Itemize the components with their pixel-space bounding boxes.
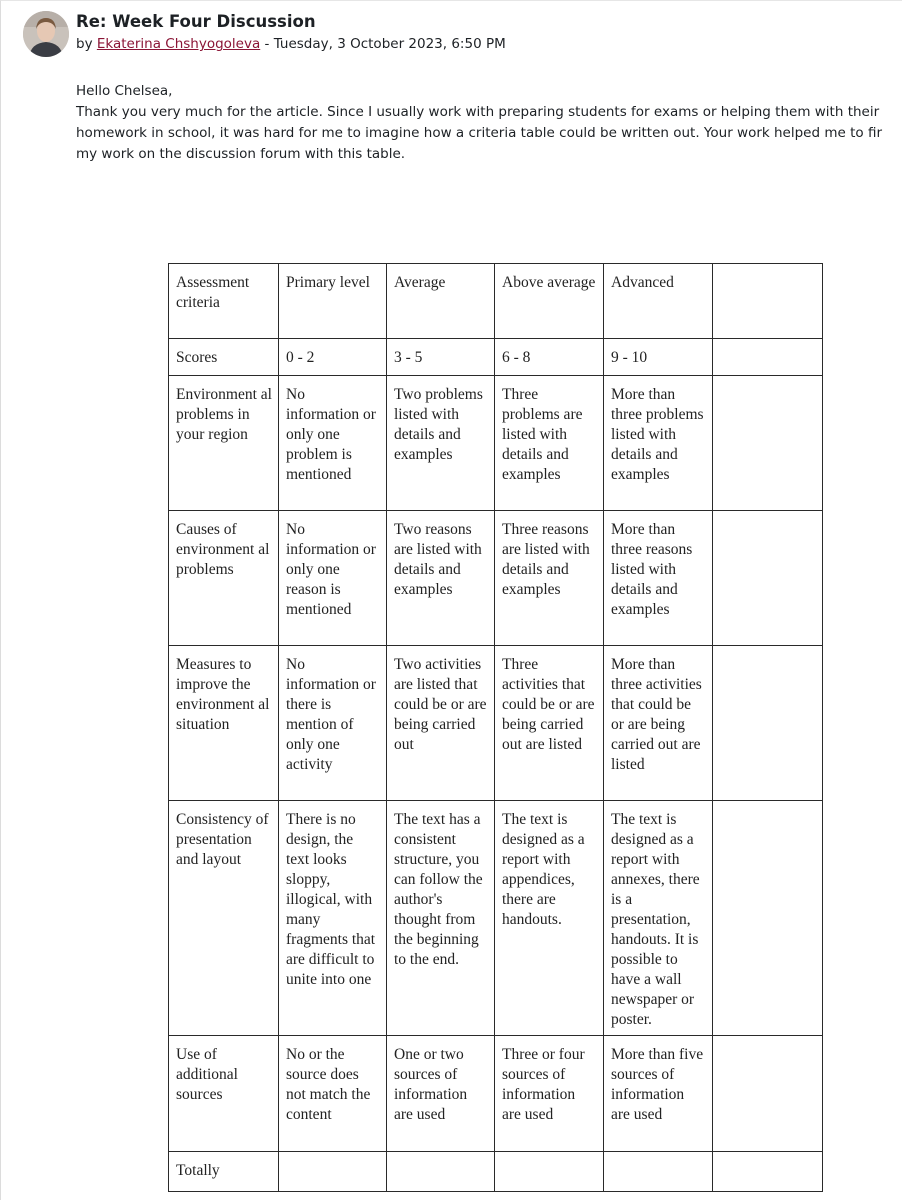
table-cell: Measures to improve the environment al situation	[169, 646, 279, 801]
table-cell: No information or only one problem is mentioned	[279, 376, 387, 511]
table-row	[169, 801, 823, 1036]
table-cell: 3 - 5	[387, 339, 495, 376]
table-cell: Totally	[169, 1152, 279, 1192]
table-cell: Causes of environment al problems	[169, 511, 279, 646]
table-cell	[279, 1152, 387, 1192]
table-header-cell	[713, 264, 823, 339]
avatar[interactable]	[23, 11, 69, 57]
table-cell: There is no design, the text looks sloppy, illogical, with many fragments that are difficult to unite into one	[279, 801, 387, 1036]
table-cell: More than three reasons listed with details and examples	[604, 511, 713, 646]
table-header-cell: Advanced	[604, 264, 713, 339]
table-cell: Two problems listed with details and examples	[387, 376, 495, 511]
table-cell: Three problems are listed with details and examples	[495, 376, 604, 511]
table-cell	[713, 1036, 823, 1152]
table-cell: Two activities are listed that could be or are being carried out	[387, 646, 495, 801]
table-cell: More than five sources of information are used	[604, 1036, 713, 1152]
table-header-cell: Average	[387, 264, 495, 339]
table-row	[169, 1152, 823, 1192]
table-cell: No information or there is mention of only one activity	[279, 646, 387, 801]
table-cell: The text has a consistent structure, you can follow the author's thought from the beginning to the end.	[387, 801, 495, 1036]
table-cell: Scores	[169, 339, 279, 376]
table-cell: Use of additional sources	[169, 1036, 279, 1152]
table-cell	[713, 376, 823, 511]
post-date: Tuesday, 3 October 2023, 6:50 PM	[273, 36, 506, 52]
message-greeting: Hello Chelsea,	[76, 83, 173, 99]
message-line: my work on the discussion forum with this table.	[76, 146, 406, 162]
table-header-cell: Above average	[495, 264, 604, 339]
table-cell: 9 - 10	[604, 339, 713, 376]
table-cell: One or two sources of information are used	[387, 1036, 495, 1152]
table-cell	[387, 1152, 495, 1192]
by-label: by	[76, 36, 97, 52]
table-cell: 0 - 2	[279, 339, 387, 376]
table-cell: The text is designed as a report with annexes, there is a presentation, handouts. It is possible to have a wall newspaper or poster.	[604, 801, 713, 1036]
table-cell	[495, 1152, 604, 1192]
table-row	[169, 339, 823, 376]
rubric-table	[168, 263, 823, 1192]
table-cell	[713, 339, 823, 376]
author-link[interactable]: Ekaterina Chshyogoleva	[96, 36, 261, 52]
date-separator: -	[260, 36, 274, 52]
table-cell: 6 - 8	[495, 339, 604, 376]
table-cell: Consistency of presentation and layout	[169, 801, 279, 1036]
table-cell: Two reasons are listed with details and examples	[387, 511, 495, 646]
table-header-cell: Primary level	[279, 264, 387, 339]
table-row	[169, 1036, 823, 1152]
table-cell: Environment al problems in your region	[169, 376, 279, 511]
table-header-row	[169, 264, 823, 339]
table-cell	[713, 1152, 823, 1192]
post-message	[76, 81, 902, 165]
table-cell: More than three activities that could be or are being carried out are listed	[604, 646, 713, 801]
post-byline	[76, 36, 506, 52]
author-photo	[23, 11, 69, 57]
message-line: Thank you very much for the article. Since I usually work with preparing students for exams or helping them with their	[76, 104, 880, 120]
table-cell	[713, 511, 823, 646]
message-line: homework in school, it was hard for me to imagine how a criteria table could be written out. Your work helped me to fir	[76, 125, 882, 141]
table-cell: No information or only one reason is mentioned	[279, 511, 387, 646]
rubric-table-image	[168, 263, 823, 1192]
table-header-cell: Assessment criteria	[169, 264, 279, 339]
table-cell: Three or four sources of information are used	[495, 1036, 604, 1152]
table-cell	[604, 1152, 713, 1192]
post-subject: Re: Week Four Discussion	[76, 12, 316, 31]
table-row	[169, 511, 823, 646]
table-row	[169, 376, 823, 511]
table-cell: Three reasons are listed with details and examples	[495, 511, 604, 646]
table-cell: Three activities that could be or are being carried out are listed	[495, 646, 604, 801]
table-cell: No or the source does not match the content	[279, 1036, 387, 1152]
table-cell	[713, 801, 823, 1036]
table-cell: More than three problems listed with details and examples	[604, 376, 713, 511]
table-cell: The text is designed as a report with appendices, there are handouts.	[495, 801, 604, 1036]
table-cell	[713, 646, 823, 801]
table-row	[169, 646, 823, 801]
